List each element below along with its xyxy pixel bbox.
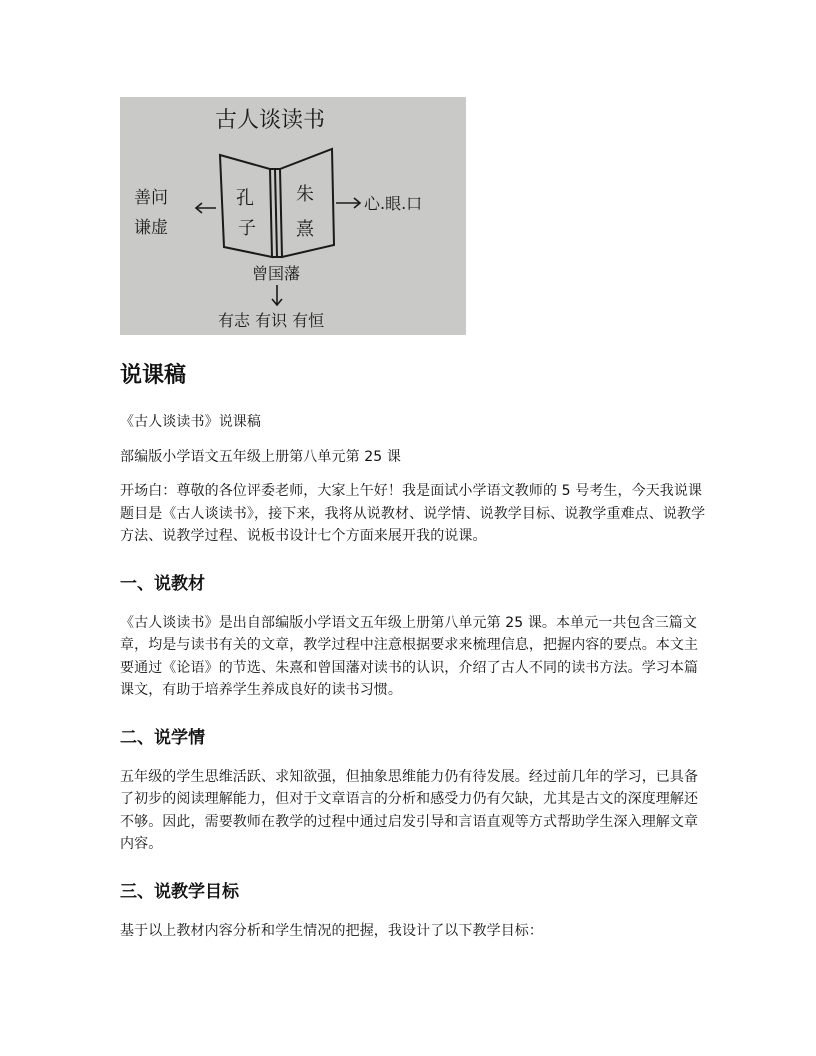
- section-title-textbook: 一、说教材: [120, 573, 205, 594]
- document-source: 部编版小学语文五年级上册第八单元第 25 课: [120, 448, 401, 465]
- section-title-objectives: 三、说教学目标: [120, 881, 239, 902]
- sketch-drawing: [120, 97, 466, 335]
- sketch-title: 古人谈读书: [215, 108, 326, 133]
- right-page-char-1: 朱: [296, 184, 314, 205]
- bottom-note: 有志 有识 有恒: [218, 311, 325, 330]
- blackboard-sketch-image: [120, 97, 466, 335]
- bottom-name: 曾国藩: [252, 264, 301, 283]
- document-page: [120, 97, 710, 942]
- section-body-students: 五年级的学生思维活跃、求知欲强，但抽象思维能力仍有待发展。经过前几年的学习，已具备了初步的阅读理解能力，但对于文章语言的分析和感受力仍有欠缺，尤其是古文的深度理解还不够。因此，需要教师在教学的过程中通过启发引导和言语直观等方式帮助学生深入理解文章内容。: [120, 768, 699, 852]
- section-body-objectives: 基于以上教材内容分析和学生情况的把握，我设计了以下教学目标：: [120, 922, 543, 939]
- section-body-textbook: 《古人谈读书》是出自部编版小学语文五年级上册第八单元第 25 课。本单元一共包含三篇文章，均是与读书有关的文章，教学过程中注意根据要求来梳理信息，把握内容的要点。本文主要通过《论语》的节选、朱熹和曾国藩对读书的认识，介绍了古人不同的读书方法。学习本篇课文，有助于培养学生养成良好的读书习惯。: [120, 614, 699, 698]
- document-subtitle: 《古人谈读书》说课稿: [120, 414, 261, 430]
- document-heading: 说课稿: [120, 363, 187, 388]
- opening-paragraph: 开场白：尊敬的各位评委老师，大家上午好！我是面试小学语文教师的 5 号考生，今天我说课题目是《古人谈读书》，接下来，我将从说教材、说学情、说教学目标、说教学重难点、说教学方法、说教学过程、说板书设计七个方面来展开我的说课。: [120, 483, 706, 544]
- right-page-char-2: 熹: [296, 219, 314, 240]
- left-note-line-1: 善问: [134, 188, 168, 208]
- section-title-students: 二、说学情: [120, 727, 205, 748]
- left-note-line-2: 谦虚: [134, 218, 168, 238]
- left-page-char-1: 孔: [236, 188, 254, 209]
- left-page-char-2: 子: [238, 218, 256, 239]
- right-note: 心.眼.口: [364, 194, 423, 213]
